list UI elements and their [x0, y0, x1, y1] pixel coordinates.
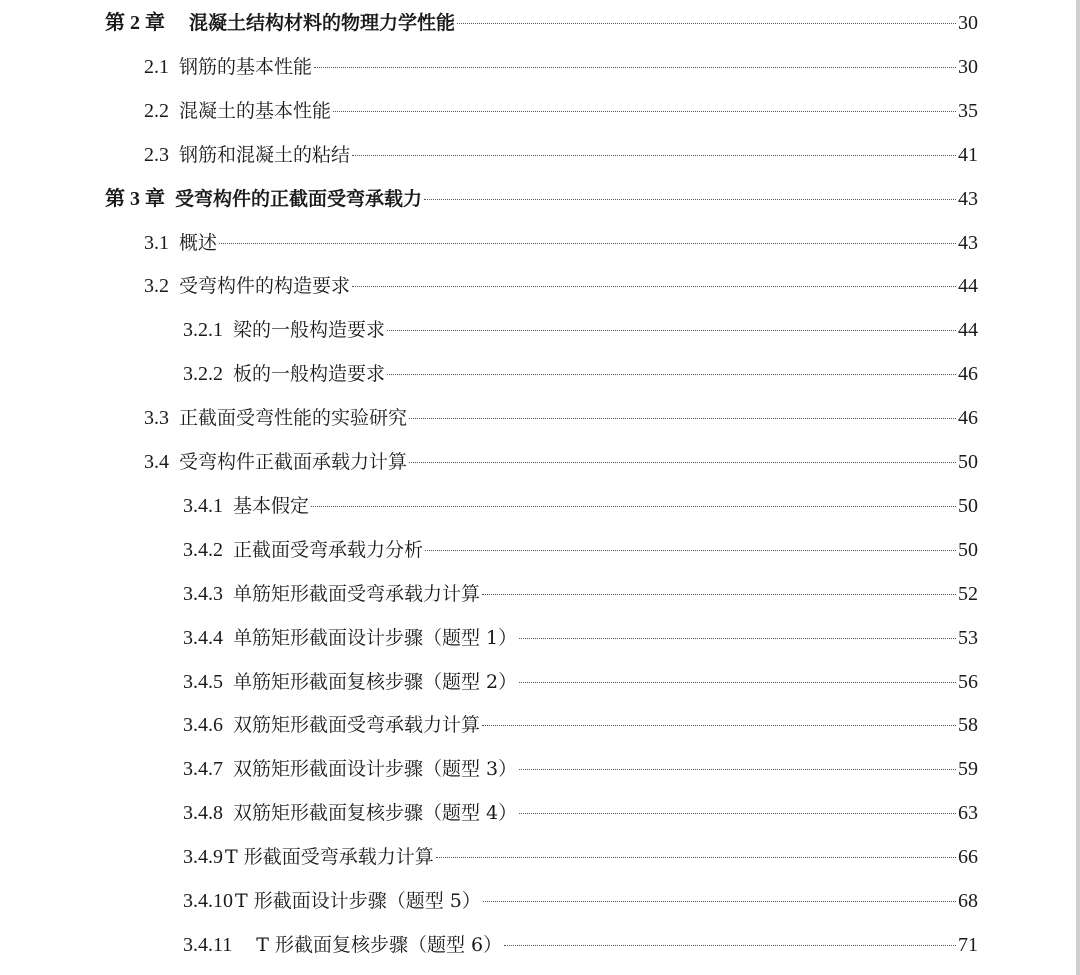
toc-entry-page-number: 71: [958, 933, 978, 956]
toc-entry[interactable]: [144, 96, 978, 126]
toc-entry-page-number: 68: [958, 890, 978, 912]
toc-entry-title: 单筋矩形截面复核步骤（题型 2）: [233, 670, 518, 693]
toc-entry-title: 基本假定: [233, 494, 310, 517]
toc-entry[interactable]: [183, 798, 978, 828]
toc-entry-page-number: 50: [958, 494, 978, 517]
toc-entry-page-number: 35: [958, 99, 978, 122]
toc-entry-page-number: 46: [958, 407, 978, 430]
toc-entry-title: 钢筋的基本性能: [179, 55, 313, 78]
toc-entry-title: T 形截面受弯承载力计算: [225, 846, 434, 869]
toc-entry[interactable]: [144, 271, 978, 301]
toc-entry[interactable]: [183, 491, 978, 521]
dot-leader: [333, 111, 956, 112]
toc-entry-title: 受弯构件的正截面受弯承载力: [175, 187, 423, 210]
toc-entry[interactable]: [144, 447, 978, 477]
toc-entry[interactable]: [183, 930, 978, 960]
toc-entry-title: 双筋矩形截面复核步骤（题型 4）: [233, 802, 518, 825]
toc-entry[interactable]: [144, 52, 978, 82]
toc-entry[interactable]: [183, 623, 978, 653]
dot-leader: [457, 23, 956, 24]
toc-entry-title: T 形截面复核步骤（题型 6）: [256, 933, 503, 956]
toc-entry-number: 2.3: [144, 143, 169, 166]
toc-entry-number: 3.4.3: [183, 582, 223, 605]
dot-leader: [311, 506, 956, 507]
toc-entry-number: 第 3 章: [105, 187, 165, 210]
toc-entry-page-number: 30: [958, 12, 978, 34]
dot-leader: [425, 550, 956, 551]
toc-entry-page-number: 53: [958, 626, 978, 649]
toc-entry[interactable]: [183, 710, 978, 740]
toc-entry-number: 3.4: [144, 451, 169, 473]
dot-leader: [519, 769, 956, 770]
toc-entry-number: 3.4.8: [183, 802, 223, 825]
toc-entry-number: 3.4.9: [183, 846, 223, 869]
toc-entry-number: 2.1: [144, 55, 169, 78]
dot-leader: [482, 725, 956, 726]
toc-entry-title: 概述: [179, 231, 218, 254]
dot-leader: [352, 155, 956, 156]
toc-entry-title: T 形截面设计步骤（题型 5）: [235, 890, 481, 912]
dot-leader: [482, 594, 956, 595]
toc-entry-page-number: 50: [958, 538, 978, 561]
toc-entry-page-number: 44: [958, 275, 978, 298]
toc-entry-title: 单筋矩形截面受弯承载力计算: [233, 582, 481, 605]
toc-entry-number: 3.2.1: [183, 319, 223, 342]
toc-entry-number: 3.4.2: [183, 538, 223, 561]
toc-entry-page-number: 52: [958, 582, 978, 605]
page-edge-shadow: [1076, 0, 1080, 975]
dot-leader: [387, 330, 956, 331]
toc-entry-page-number: 63: [958, 802, 978, 825]
toc-entry-number: 3.4.1: [183, 494, 223, 517]
toc-entry[interactable]: [183, 886, 978, 916]
toc-entry[interactable]: [105, 184, 978, 214]
toc-entry-number: 3.4.4: [183, 626, 223, 649]
dot-leader: [504, 945, 956, 946]
toc-entry-number: 3.1: [144, 231, 169, 254]
toc-entry-page-number: 58: [958, 714, 978, 737]
toc-entry-title: 正截面受弯性能的实验研究: [179, 407, 408, 430]
toc-entry-page-number: 30: [958, 55, 978, 78]
toc-entry[interactable]: [183, 315, 978, 345]
toc-entry[interactable]: [183, 667, 978, 697]
dot-leader: [352, 286, 956, 287]
toc-entry-page-number: 43: [958, 231, 978, 254]
toc-entry-page-number: 50: [958, 451, 978, 473]
toc-entry-page-number: 46: [958, 363, 978, 386]
toc-entry-title: 混凝土的基本性能: [179, 99, 332, 122]
toc-entry-page-number: 41: [958, 143, 978, 166]
dot-leader: [219, 243, 956, 244]
toc-entry-title: 受弯构件正截面承载力计算: [179, 451, 408, 473]
toc-entry-page-number: 43: [958, 187, 978, 210]
dot-leader: [409, 418, 956, 419]
toc-entry[interactable]: [144, 403, 978, 433]
toc-entry[interactable]: [183, 842, 978, 872]
toc-entry-title: 双筋矩形截面受弯承载力计算: [233, 714, 481, 737]
toc-entry-number: 3.2.2: [183, 363, 223, 386]
toc-entry-title: 正截面受弯承载力分析: [233, 538, 424, 561]
toc-entry[interactable]: [105, 8, 978, 38]
dot-leader: [409, 462, 956, 463]
dot-leader: [387, 374, 956, 375]
toc-entry-page-number: 59: [958, 758, 978, 781]
toc-entry-page-number: 44: [958, 319, 978, 342]
dot-leader: [519, 682, 956, 683]
toc-entry[interactable]: [183, 754, 978, 784]
toc-entry-title: 梁的一般构造要求: [233, 319, 386, 342]
toc-entry-title: 钢筋和混凝土的粘结: [179, 143, 351, 166]
toc-entry-number: 3.4.5: [183, 670, 223, 693]
toc-entry-number: 3.3: [144, 407, 169, 430]
dot-leader: [519, 813, 956, 814]
dot-leader: [519, 638, 956, 639]
dot-leader: [424, 199, 956, 200]
toc-entry-number: 3.4.6: [183, 714, 223, 737]
toc-entry[interactable]: [183, 359, 978, 389]
toc-entry[interactable]: [183, 579, 978, 609]
dot-leader: [436, 857, 956, 858]
toc-entry-number: 第 2 章: [105, 12, 165, 34]
toc-entry-page-number: 56: [958, 670, 978, 693]
toc-entry-number: 3.4.10: [183, 890, 233, 912]
toc-entry-title: 双筋矩形截面设计步骤（题型 3）: [233, 758, 518, 781]
toc-entry-page-number: 66: [958, 846, 978, 869]
dot-leader: [483, 901, 956, 902]
toc-entry[interactable]: [144, 228, 978, 258]
toc-entry-number: 3.4.11: [183, 933, 233, 956]
toc-entry-number: 3.2: [144, 275, 169, 298]
toc-entry-title: 单筋矩形截面设计步骤（题型 1）: [233, 626, 518, 649]
toc-entry-title: 混凝土结构材料的物理力学性能: [189, 12, 456, 34]
dot-leader: [314, 67, 956, 68]
toc-entry-title: 受弯构件的构造要求: [179, 275, 351, 298]
toc-entry[interactable]: [144, 140, 978, 170]
toc-entry[interactable]: [183, 535, 978, 565]
toc-entry-number: 3.4.7: [183, 758, 223, 781]
toc-entry-title: 板的一般构造要求: [233, 363, 386, 386]
toc-entry-number: 2.2: [144, 99, 169, 122]
